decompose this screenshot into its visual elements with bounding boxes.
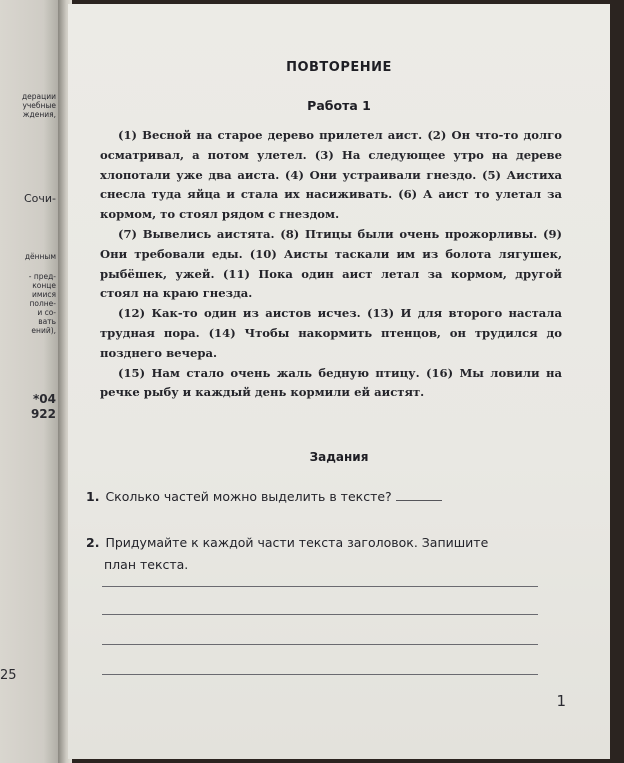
worksheet-page <box>68 4 610 759</box>
answer-line[interactable] <box>102 586 538 587</box>
task-1 <box>86 488 442 504</box>
left-page-fragment: Сочи- <box>23 192 56 205</box>
paragraph: (7) Вывелись аистята. (8) Птицы были очень прожорливы. (9) Они требовали еды. (10) Аисты таскали им из болота лягушек, рыбёшек, ужей. (11) Пока один аист летал за кормом, другой стоял на краю гнезда. <box>100 226 562 301</box>
task-2 <box>86 532 526 576</box>
paragraph: (12) Как-то один из аистов исчез. (13) И для второго настала трудная пора. (14) Чтобы накормить птенцов, он трудился до позднего вечера. <box>100 306 562 360</box>
left-page-number: 25 <box>0 668 17 683</box>
tasks-title: Задания <box>309 450 369 464</box>
work-title: Работа 1 <box>307 98 371 113</box>
story-text <box>100 126 562 403</box>
section-title: ПОВТОРЕНИЕ <box>286 60 392 75</box>
left-page-fragment: дерации учебные ждения, <box>21 92 56 119</box>
answer-line[interactable] <box>102 644 538 645</box>
task-number: 2. <box>86 535 100 550</box>
answer-line[interactable] <box>102 614 538 615</box>
paragraph: (15) Нам стало очень жаль бедную птицу. (16) Мы ловили на речке рыбу и каждый день кормили ей аистят. <box>100 365 562 400</box>
paragraph: (1) Весной на старое дерево прилетел аист. (2) Он что-то долго осматривал, а потом улетел. (3) На следующее утро на дереве хлопотали уже два аиста. (4) Они устраивали гнездо. (5) Аистиха снесла туда яйца и стала их насиживать. (6) А аист то улетал за кормом, то стоял рядом с гнездом. <box>100 128 562 222</box>
task-text-continued: план текста. <box>104 557 189 572</box>
page-number: 1 <box>556 692 566 710</box>
left-page-fragment: дённым <box>24 252 56 261</box>
answer-line[interactable] <box>102 674 538 675</box>
previous-page <box>0 0 62 763</box>
left-page-fragment: - пред- конце имися полне- и со- вать ений), <box>28 272 56 335</box>
left-page-fragment: *04 922 <box>30 392 56 421</box>
answer-blank[interactable] <box>396 488 442 501</box>
task-number: 1. <box>86 489 100 504</box>
task-text: Придумайте к каждой части текста заголовок. Запишите <box>105 535 489 550</box>
task-text: Сколько частей можно выделить в тексте? <box>105 489 392 504</box>
